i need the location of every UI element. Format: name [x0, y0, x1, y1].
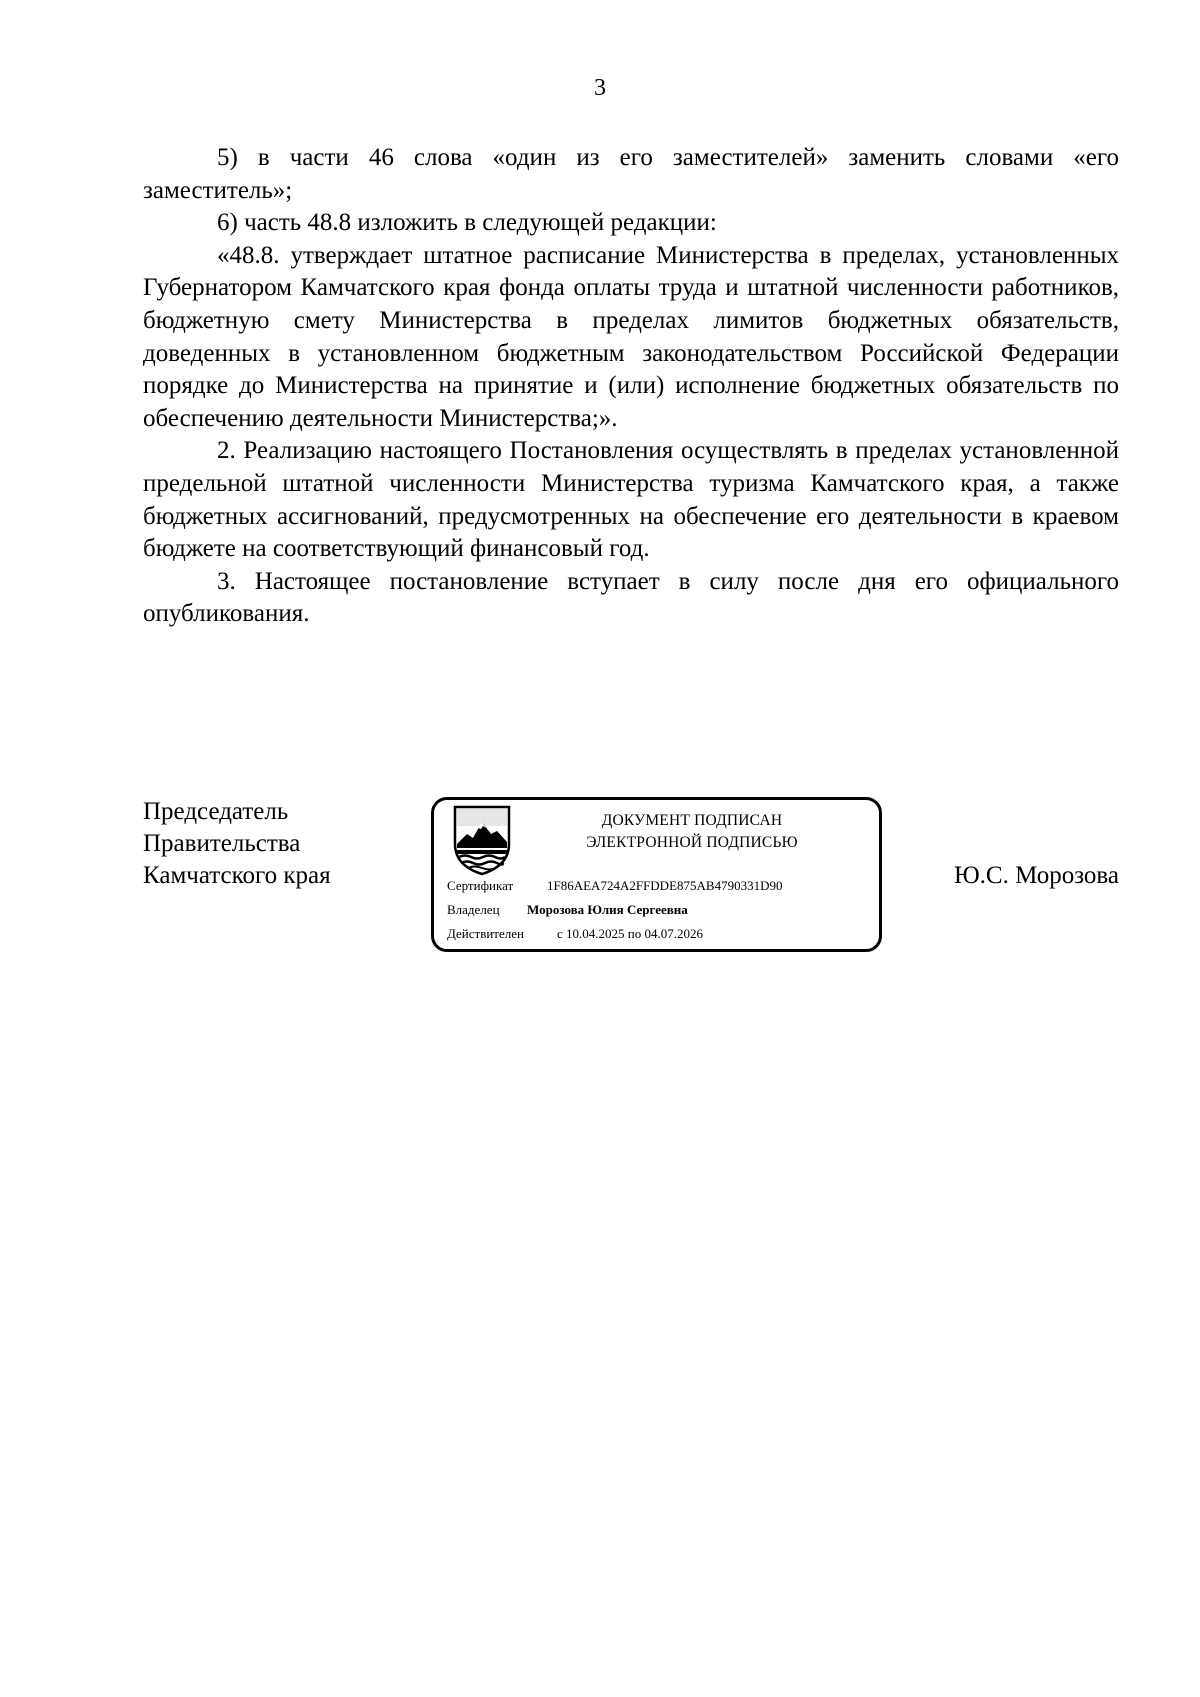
paragraph-quote-48-8: «48.8. утверждает штатное расписание Министерства в пределах, установленных Губернатором Камчатского края фонда оплаты труда и штатной численности работников, бюджетную смету Министерства в пределах лимитов бюджетных обязательств, доведенных в установленном бюджетным законодательством Российской Федерации порядке до Министерства на принятие и (или) исполнение бюджетных обязательств по обеспечению деятельности Министерства;».: [143, 241, 1119, 432]
stamp-heading: [522, 810, 862, 854]
page-number: 3: [594, 75, 606, 101]
signer-title-line: Правительства: [143, 830, 301, 857]
paragraph-clause-2: 2. Реализацию настоящего Постановления осуществлять в пределах установленной предельной штатной численности Министерства туризма Камчатского края, а также бюджетных ассигнований, предусмотренных на обеспечение его деятельности в краевом бюджете на соответствующий финансовый год.: [143, 437, 1119, 563]
stamp-certificate-row: [447, 877, 782, 895]
stamp-heading-line: ЭЛЕКТРОННОЙ ПОДПИСЬЮ: [586, 834, 798, 851]
stamp-validity-row: [447, 925, 703, 943]
stamp-heading-line: ДОКУМЕНТ ПОДПИСАН: [601, 812, 783, 829]
owner-label: Владелец: [447, 902, 500, 917]
signer-title-line: Председатель: [143, 798, 289, 825]
stamp-owner-row: [447, 901, 688, 919]
paragraph-clause-3: 3. Настоящее постановление вступает в силу после дня его официального опубликования.: [143, 567, 1119, 628]
owner-value: Морозова Юлия Сергеевна: [527, 902, 688, 917]
signer-title-line: Камчатского края: [143, 862, 331, 889]
kamchatka-coat-of-arms-icon: [451, 804, 513, 876]
certificate-label: Сертификат: [447, 878, 514, 893]
paragraph-item-6: 6) часть 48.8 изложить в следующей редакции:: [217, 209, 717, 237]
certificate-value: 1F86AEA724A2FFDDE875AB4790331D90: [547, 878, 783, 893]
document-body: [143, 142, 1119, 631]
validity-value: с 10.04.2025 по 04.07.2026: [557, 926, 703, 941]
electronic-signature-stamp: [431, 797, 882, 952]
validity-label: Действителен: [447, 926, 524, 941]
signer-name: Ю.С. Морозова: [953, 862, 1119, 889]
paragraph-item-5: 5) в части 46 слова «один из его заместителей» заменить словами «его заместитель»;: [143, 144, 1119, 204]
signer-title: [143, 796, 331, 892]
